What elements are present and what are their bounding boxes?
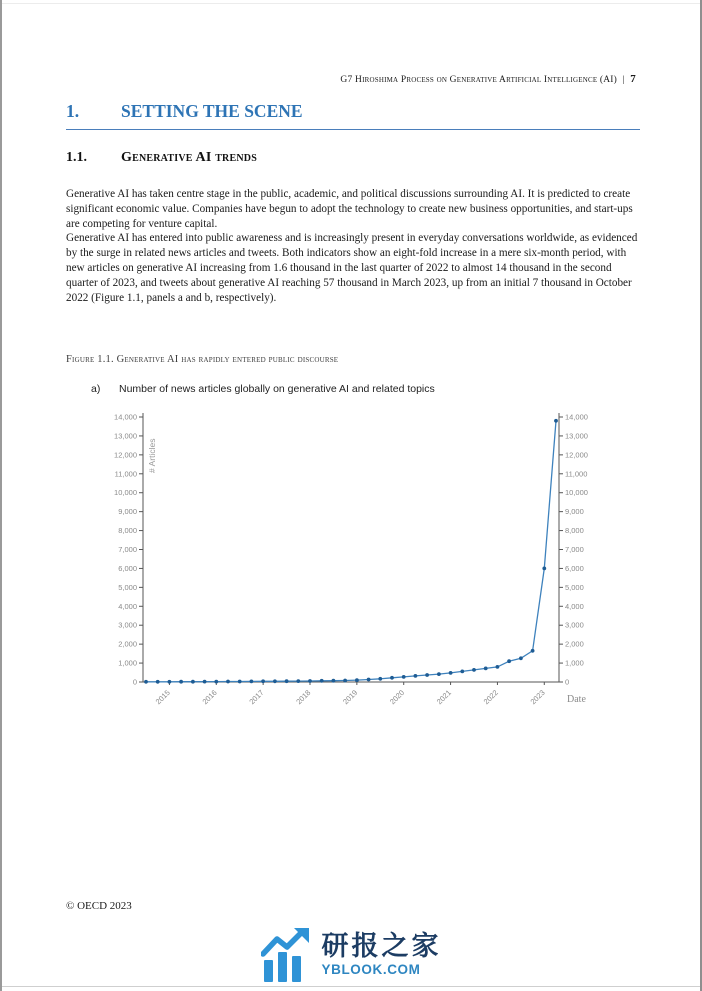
watermark-text <box>322 933 442 977</box>
svg-text:9,000: 9,000 <box>118 507 137 517</box>
svg-text:# Articles: # Articles <box>147 438 157 473</box>
svg-text:13,000: 13,000 <box>114 431 137 441</box>
svg-text:4,000: 4,000 <box>565 601 584 611</box>
svg-text:1,000: 1,000 <box>565 658 584 668</box>
svg-text:1,000: 1,000 <box>118 658 137 668</box>
svg-text:13,000: 13,000 <box>565 431 588 441</box>
page-bottom-edge <box>2 986 700 987</box>
svg-text:2015: 2015 <box>153 688 172 707</box>
articles-line-chart <box>103 403 603 711</box>
svg-text:10,000: 10,000 <box>565 488 588 498</box>
svg-text:4,000: 4,000 <box>118 601 137 611</box>
svg-text:3,000: 3,000 <box>565 620 584 630</box>
paragraph: Generative AI has entered into public awareness and is increasingly present in everyday conversations worldwide, as evidenced by the surge in related news articles and tweets. Both indicators show an eight-fold increase in a mere six-month period, with new articles on generative AI increasing from 1.6 thousand in the last quarter of 2022 to almost 14 thousand in the second quarter of 2023, and tweets about generative AI reaching 57 thousand in March 2023, up from an initial 7 thousand in October 2022 (Figure 1.1, panels a and b, respectively). <box>66 232 638 304</box>
svg-text:11,000: 11,000 <box>114 469 137 479</box>
svg-text:2020: 2020 <box>387 688 407 707</box>
svg-text:12,000: 12,000 <box>114 450 137 460</box>
svg-text:2017: 2017 <box>247 688 266 707</box>
svg-text:14,000: 14,000 <box>565 412 588 422</box>
svg-text:5,000: 5,000 <box>118 582 137 592</box>
svg-text:11,000: 11,000 <box>565 469 588 479</box>
running-header-title: G7 Hiroshima Process on Generative Artificial Intelligence (AI) <box>340 75 618 85</box>
page-header <box>66 73 636 85</box>
subsection-title: Generative AI trends <box>121 150 257 165</box>
section-heading <box>66 101 640 130</box>
line-chart <box>103 403 603 711</box>
svg-text:6,000: 6,000 <box>565 563 584 573</box>
svg-text:3,000: 3,000 <box>118 620 137 630</box>
svg-text:14,000: 14,000 <box>114 412 137 422</box>
subsection-number: 1.1. <box>66 150 87 165</box>
panel-title-text: Number of news articles globally on generative AI and related topics <box>119 383 435 395</box>
svg-text:7,000: 7,000 <box>565 545 584 554</box>
bar-chart-growth-arrow-icon <box>261 928 313 982</box>
section-title: SETTING THE SCENE <box>121 101 303 121</box>
svg-text:12,000: 12,000 <box>565 450 588 460</box>
header-divider: | <box>622 75 625 85</box>
svg-text:2018: 2018 <box>294 688 313 707</box>
svg-text:Date: Date <box>567 694 586 705</box>
page-number: 7 <box>630 73 636 85</box>
panel-label: a) <box>91 383 101 395</box>
watermark-brand-site: YBLOOK.COM <box>321 962 421 978</box>
paragraph: Generative AI has taken centre stage in the public, academic, and political discussions surrounding AI. It is predicted to create significant economic value. Companies have begun to adopt the technology to create new business opportunities, and start-ups are competing for venture capital. <box>66 188 633 230</box>
watermark <box>2 928 700 982</box>
svg-text:2021: 2021 <box>434 688 453 707</box>
svg-text:5,000: 5,000 <box>565 582 584 592</box>
svg-text:2022: 2022 <box>481 688 500 707</box>
footer-copyright: © OECD 2023 <box>66 900 132 912</box>
subsection-heading <box>66 150 640 166</box>
svg-text:9,000: 9,000 <box>565 507 584 517</box>
svg-text:0: 0 <box>132 677 137 687</box>
svg-text:6,000: 6,000 <box>118 563 137 573</box>
watermark-brand-chinese: 研报之家 <box>321 931 442 963</box>
svg-text:8,000: 8,000 <box>565 526 584 536</box>
svg-text:2019: 2019 <box>341 688 360 707</box>
page-top-edge <box>2 3 700 4</box>
svg-text:7,000: 7,000 <box>118 545 137 554</box>
figure-panel-title <box>91 383 435 395</box>
svg-text:2016: 2016 <box>200 688 219 707</box>
svg-text:2,000: 2,000 <box>565 639 584 649</box>
section-number: 1. <box>66 101 80 121</box>
svg-text:0: 0 <box>565 677 570 687</box>
body-text <box>66 187 642 305</box>
svg-text:8,000: 8,000 <box>118 526 137 536</box>
svg-text:2,000: 2,000 <box>118 639 137 649</box>
figure-caption: Figure 1.1. Generative AI has rapidly entered public discourse <box>66 354 339 365</box>
svg-text:10,000: 10,000 <box>114 488 137 498</box>
svg-text:2023: 2023 <box>528 688 547 707</box>
